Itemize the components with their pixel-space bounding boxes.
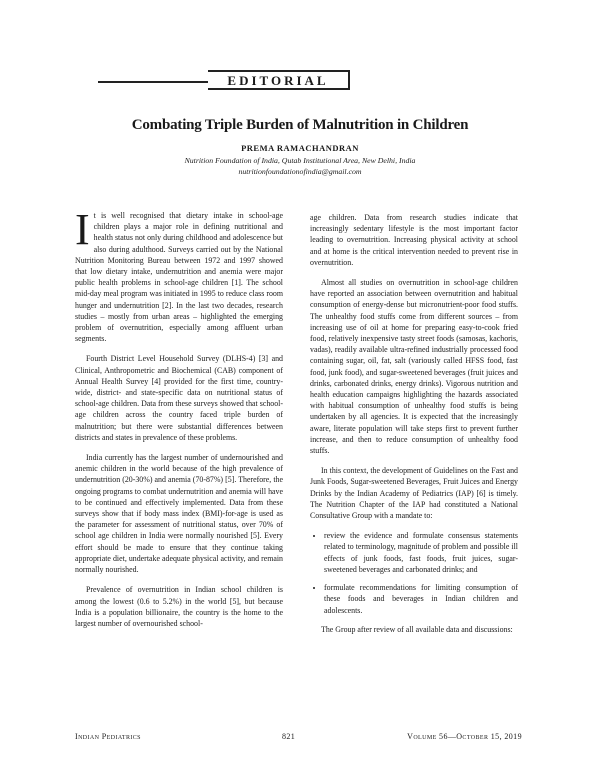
drop-cap: I <box>75 205 90 254</box>
author-email[interactable]: nutritionfoundationofindia@gmail.com <box>238 167 362 176</box>
body-column-left <box>75 205 283 638</box>
footer-page-number: 821 <box>282 732 296 741</box>
mandate-list <box>310 530 518 615</box>
affiliation: Nutrition Foundation of India, Qutab Institutional Area, New Delhi, India <box>184 156 416 165</box>
footer-volume: Volume 56—October 15, 2019 <box>407 732 522 741</box>
list-item: • formulate recommendations for limiting consumption of these foods and beverages in Indian children and adolescents. <box>324 582 518 616</box>
paragraph: Prevalence of overnutrition in Indian school children is among the lowest (0.6 to 5.2%) in the world [5], but because India is a population billionaire, the country is the home to the largest number of overnourished school- <box>75 585 283 628</box>
paragraph: In this context, the development of Guidelines on the Fast and Junk Foods, Sugar-sweetened Beverages, Fruit Juices and Energy Drinks by the Indian Academy of Pediatrics (IAP) [6] is timely. The Nutrition Chapter of the IAP had constituted a National Consultative Group with a mandate to: <box>310 466 518 521</box>
body-column-right <box>310 212 518 644</box>
list-item: • review the evidence and formulate consensus statements related to terminology, magnitude of problem and possible ill effects of junk foods, fast foods, fruit juices, sugar-sweetened beverages and carbonated drinks; and <box>324 530 518 575</box>
editorial-rule-line <box>98 81 208 83</box>
author-name: PREMA RAMACHANDRAN <box>241 143 359 153</box>
article-title: Combating Triple Burden of Malnutrition in Children <box>131 117 469 133</box>
footer-journal: Indian Pediatrics <box>75 732 141 741</box>
affiliation-block <box>60 155 540 177</box>
paragraph: age children. Data from research studies indicate that increasingly sedentary lifestyle is the most important factor leading to overnutrition. Increasing physical activity at school and at home is the critical intervention needed to prevent rise in overnutrition. <box>310 213 518 267</box>
paragraph: It is well recognised that dietary intake in school-age children plays a major role in defining nutritional and health status not only during childhood and adolescence but also during adulthood. Surveys carried out by the National Nutrition Monitoring Bureau between 1972 and 1997 showed that low dietary intake, undernutrition and anemia were major public health problems in school-age children [1]. The school mid-day meal program was initiated in 1995 to reduce class room hunger and undernutrition [2]. In the last two decades, research studies – mostly from urban areas – highlighted the emerging problem of overnutrition, especially among affluent urban segments. <box>75 205 283 344</box>
paragraph: Almost all studies on overnutrition in school-age children have reported an association between overnutrition and habitual consumption of energy-dense but micronutrient-poor food stuffs. The unhealthy food stuffs come from different sources – from increasing use of oil at home for preparing easy-to-cook fried food, relatively inexpensive tasty street foods (samosas, kachoris, vadas), readily available ultra-refined industrially processed food containing sugar, oil, fat, salt (variously called HFSS food, fast food, junk food), and sugar-sweetened beverages (fruit juices and drinks, carbonated drinks, energy drinks). Vigorous nutrition and health education campaigns highlighting the hazards associated with habitual consumption of unhealthy food stuffs is being undertaken by all agencies. It is expected that the increasingly aware, literate population will take steps first to prevent further increase, and then to reduce consumption of unhealthy food stuffs. <box>310 278 518 456</box>
section-label: EDITORIAL <box>208 70 350 90</box>
paragraph: India currently has the largest number of undernourished and anemic children in the world because of the high prevalence of undernutrition (20-30%) and anemia (70-87%) [5]. Therefore, the ongoing programs to combat undernutrition and anemia will have to be continued and effectively implemented. Data from these surveys show that if body mass index (BMI)-for-age is used as the parameter for assessment of nutritional status, over 70% of school age children in India were normally nourished [5]. Every effort should be made to ensure that they continue taking appropriate diet, undertake adequate physical activity, and remain normally nourished. <box>75 453 283 575</box>
paragraph: The Group after review of all available data and discussions: <box>321 624 513 634</box>
paragraph: Fourth District Level Household Survey (DLHS-4) [3] and Clinical, Anthropometric and Biochemical (CAB) component of Annual Health Survey [4] provided for the first time, country-wide, district- and state-specific data on nutritional status of school-age children. Data from these surveys showed that school-age children across the country faced triple burden of malnutrition; but there were substantial differences between districts and states in prevalence of these problems. <box>75 354 283 442</box>
